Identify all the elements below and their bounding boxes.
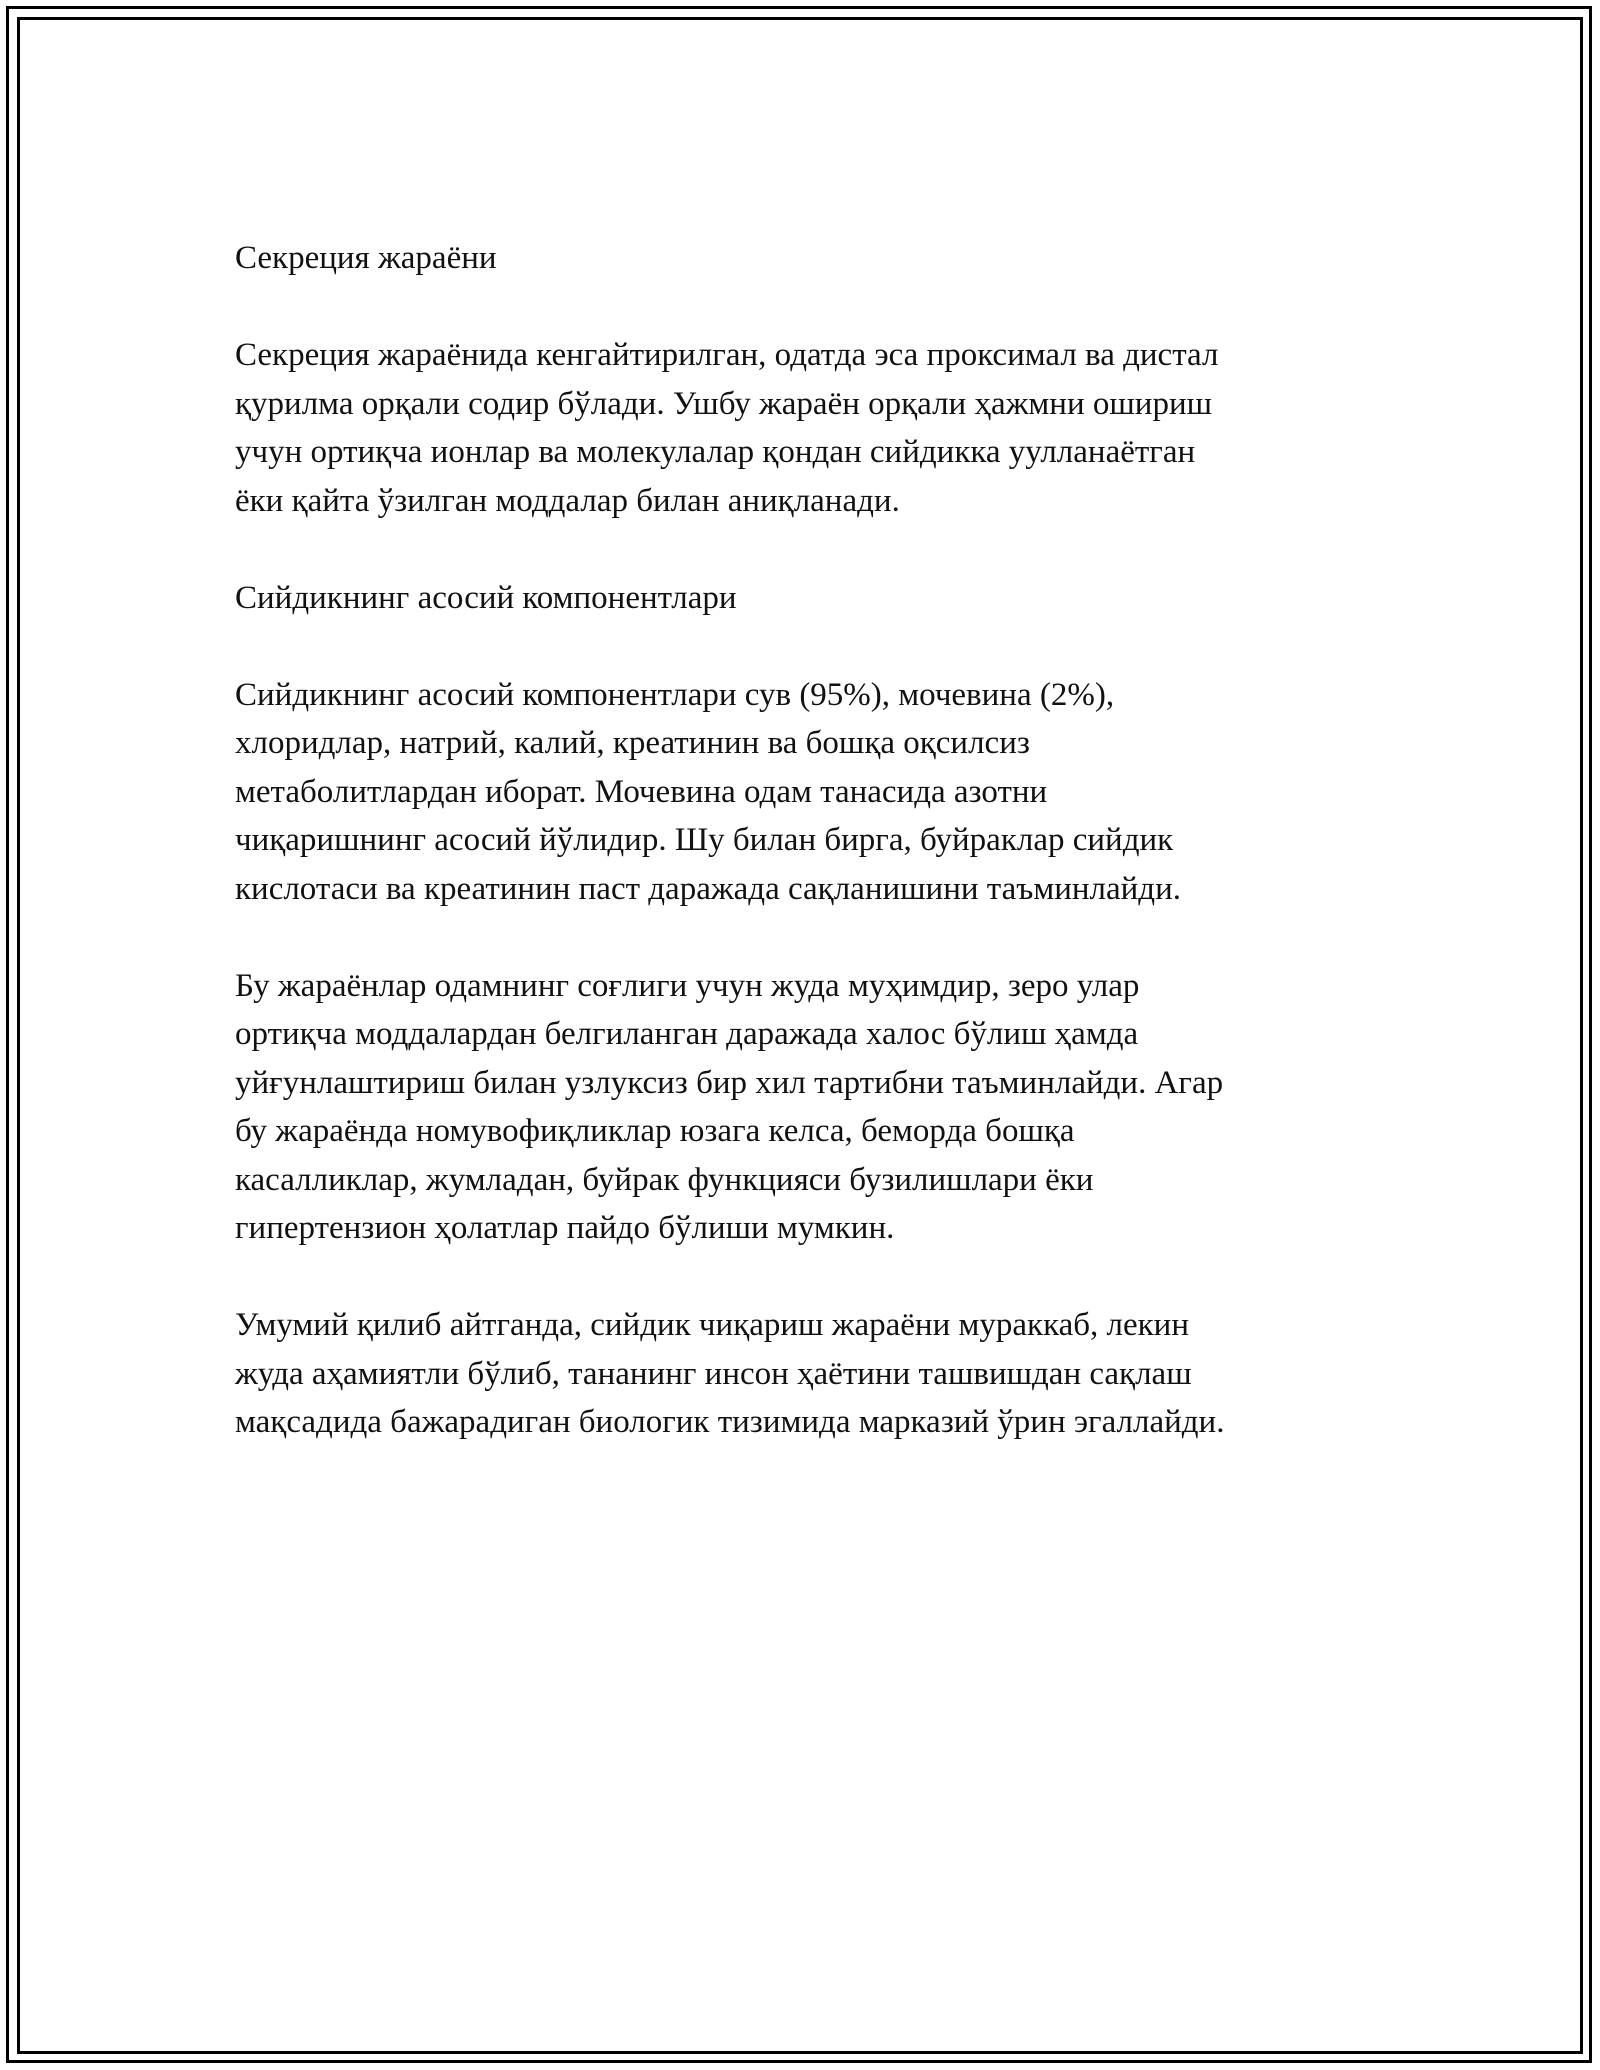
paragraph-urine-components: Сийдикнинг асосий компонентлари сув (95%), мочевина (2%), хлоридлар, натрий, калий, креатинин ва бошқа оқсилсиз метаболитлардан иборат. Мочевина одам танасида азотни чиқаришнинг асосий йўлидир. Шу билан бирга, буйраклар сийдик кислотаси ва креатинин паст даражада сақланишини таъминлайди. [235, 676, 1181, 907]
document-body [235, 234, 1375, 1495]
paragraph-importance: Бу жараёнлар одамнинг соғлиги учун жуда муҳимдир, зеро улар ортиқча моддалардан белгиланган даражада халос бўлиш ҳамда уйғунлаштириш билан узлуксиз бир хил тартибни таъминлайди. Агар бу жараёнда номувофиқликлар юзага келса, беморда бошқа касалликлар, жумладан, буйрак функцияси бузилишлари ёки гипертензион ҳолатлар пайдо бўлиши мумкин. [235, 967, 1224, 1246]
heading-urine-components: Сийдикнинг асосий компонентлари [235, 579, 737, 616]
paragraph-secretion: Секреция жараёнида кенгайтирилган, одатда эса проксимал ва дистал қурилма орқали содир бўлади. Ушбу жараён орқали ҳажмни ошириш учун ортиқча ионлар ва молекулалар қондан сийдикка уулланаётган ёки қайта ўзилган моддалар билан аниқланади. [235, 337, 1219, 519]
heading-secretion: Секреция жараёни [235, 240, 497, 276]
paragraph-conclusion: Умумий қилиб айтганда, сийдик чиқариш жараёни мураккаб, лекин жуда аҳамиятли бўлиб, тананинг инсон ҳаётини ташвишдан сақлаш мақсадида бажарадиган биологик тизимида марказий ўрин эгаллайди. [235, 1307, 1225, 1440]
